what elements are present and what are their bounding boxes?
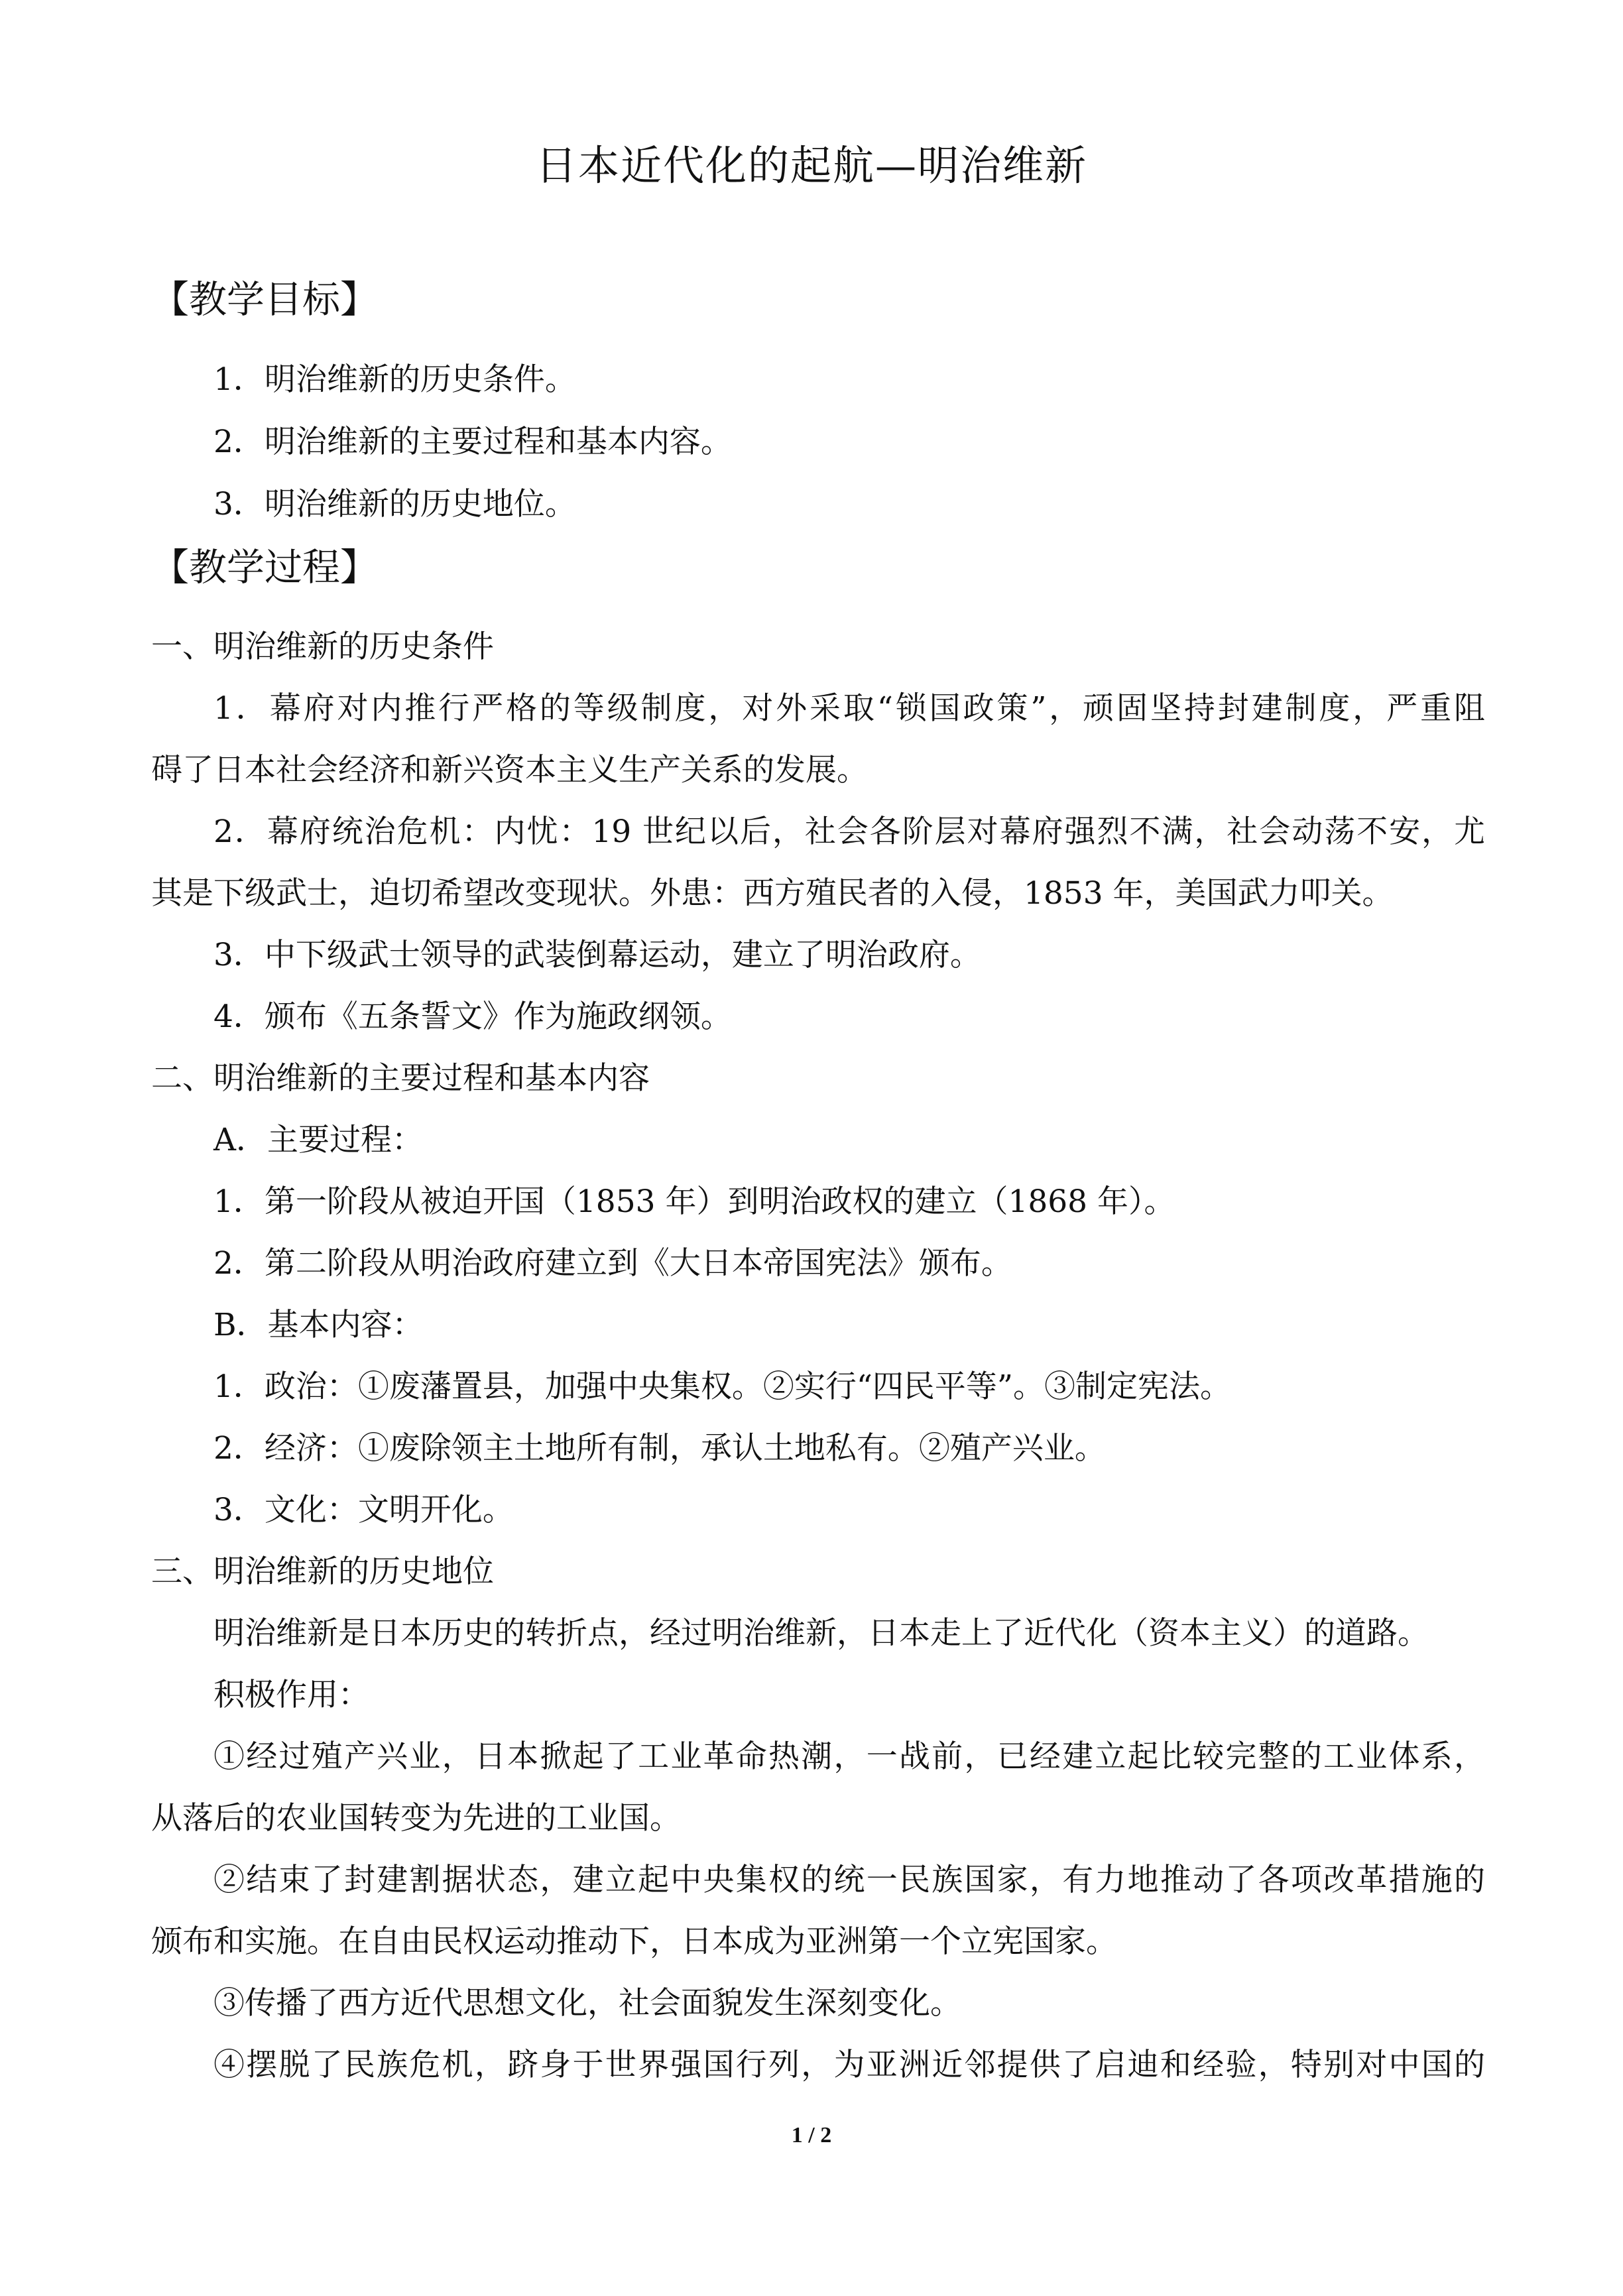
s2-basic-content-label: B．基本内容： xyxy=(213,1307,424,1343)
s3-effect-2-line-1: ②结束了封建割据状态，建立起中央集权的统一民族国家，有力地推动了各项改革措施的 xyxy=(213,1862,1485,1898)
s3-positive-effects-label: 积极作用： xyxy=(213,1677,369,1713)
s1-para-1-line-2: 碍了日本社会经济和新兴资本主义生产关系的发展。 xyxy=(151,752,868,788)
s2-content-item-1: 1．政治：①废藩置县，加强中央集权。②实行“四民平等”。③制定宪法。 xyxy=(213,1368,1231,1405)
teaching-goals-heading: 【教学目标】 xyxy=(151,278,378,322)
s3-effect-1-line-2: 从落后的农业国转变为先进的工业国。 xyxy=(151,1800,681,1837)
teaching-process-heading: 【教学过程】 xyxy=(151,546,378,589)
s2-content-item-3: 3．文化：文明开化。 xyxy=(213,1492,514,1528)
s1-para-4: 4．颁布《五条誓文》作为施政纲领。 xyxy=(213,998,732,1035)
goal-item-2: 2．明治维新的主要过程和基本内容。 xyxy=(213,424,732,460)
goal-item-1: 1．明治维新的历史条件。 xyxy=(213,361,576,398)
s1-para-1-line-1: 1．幕府对内推行严格的等级制度，对外采取“锁国政策”，顽固坚持封建制度，严重阻 xyxy=(213,690,1485,727)
s1-para-2-line-2: 其是下级武士，迫切希望改变现状。外患：西方殖民者的入侵，1853 年，美国武力叩关。 xyxy=(151,875,1394,912)
page-number: 1 / 2 xyxy=(791,2123,832,2147)
s3-effect-4-line-1: ④摆脱了民族危机，跻身于世界强国行列，为亚洲近邻提供了启迪和经验，特别对中国的 xyxy=(213,2047,1485,2083)
s3-effect-1-line-1: ①经过殖产兴业，日本掀起了工业革命热潮，一战前，已经建立起比较完整的工业体系， xyxy=(213,1738,1485,1775)
goal-item-3: 3．明治维新的历史地位。 xyxy=(213,486,576,522)
s2-process-item-2: 2．第二阶段从明治政府建立到《大日本帝国宪法》颁布。 xyxy=(213,1245,1012,1282)
s3-effect-2-line-2: 颁布和实施。在自由民权运动推动下，日本成为亚洲第一个立宪国家。 xyxy=(151,1923,1117,1960)
s3-effect-3: ③传播了西方近代思想文化，社会面貌发生深刻变化。 xyxy=(213,1985,961,2022)
s2-content-item-2: 2．经济：①废除领主土地所有制，承认土地私有。②殖产兴业。 xyxy=(213,1430,1106,1467)
s3-intro: 明治维新是日本历史的转折点，经过明治维新，日本走上了近代化（资本主义）的道路。 xyxy=(213,1615,1429,1652)
s2-process-item-1: 1．第一阶段从被迫开国（1853 年）到明治政权的建立（1868 年）。 xyxy=(213,1183,1175,1220)
s1-para-3: 3．中下级武士领导的武装倒幕运动，建立了明治政府。 xyxy=(213,937,981,973)
section-2-heading: 二、明治维新的主要过程和基本内容 xyxy=(151,1060,650,1097)
document-title: 日本近代化的起航—明治维新 xyxy=(535,141,1087,190)
section-3-heading: 三、明治维新的历史地位 xyxy=(151,1553,494,1590)
section-1-heading: 一、明治维新的历史条件 xyxy=(151,629,494,665)
s1-para-2-line-1: 2．幕府统治危机：内忧：19 世纪以后，社会各阶层对幕府强烈不满，社会动荡不安，尤 xyxy=(213,814,1485,850)
s2-main-process-label: A．主要过程： xyxy=(213,1122,423,1158)
